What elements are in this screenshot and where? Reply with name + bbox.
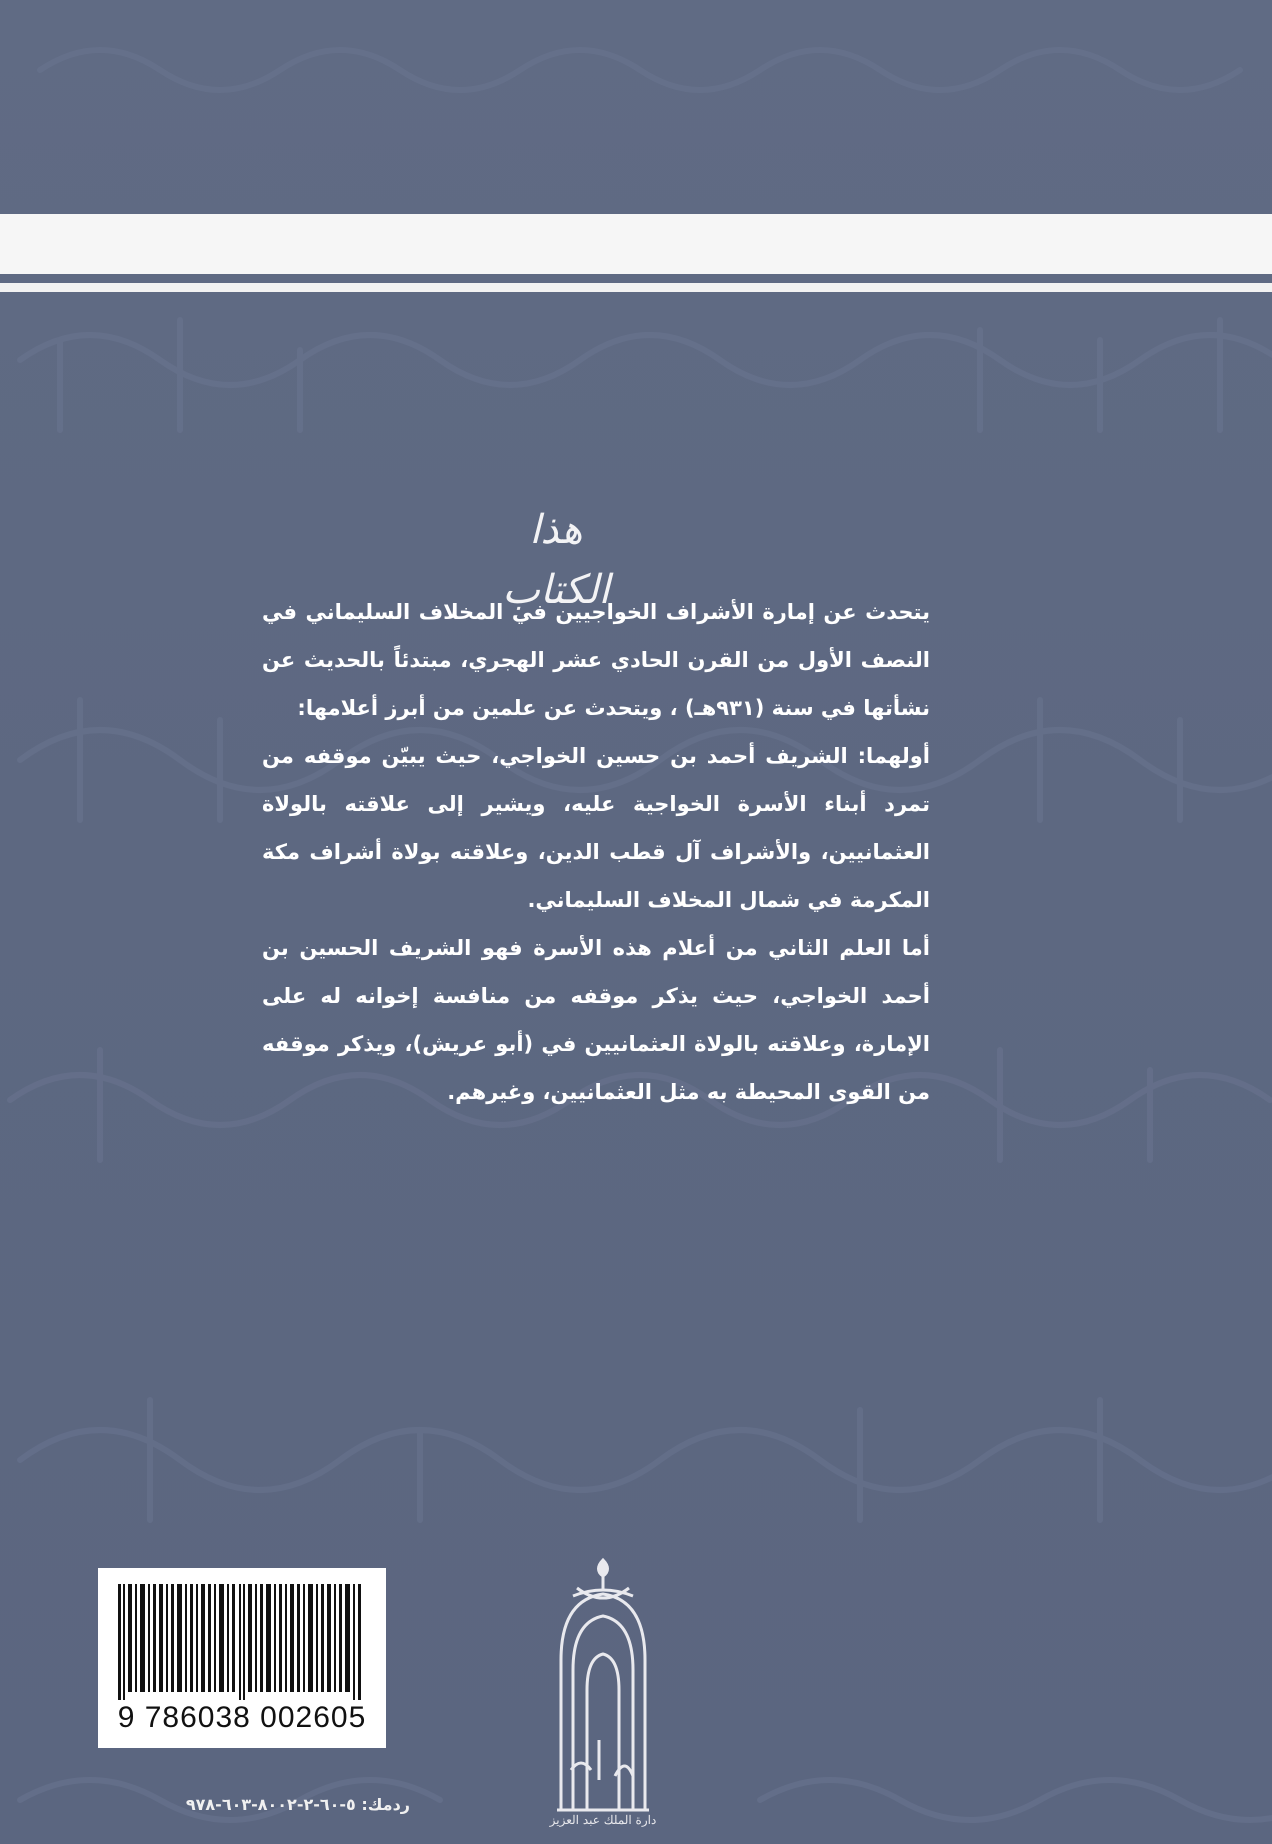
blurb-paragraph-2: أولهما: الشريف أحمد بن حسين الخواجي، حيث يبيّن موقفه من تمرد أبناء الأسرة الخواجية عليه، ويشير إلى علاقته بالولاة العثمانيين، والأشراف آل قطب الدين، وعلاقته بولاة أشراف مكة المكرمة في شمال المخلاف السليماني. bbox=[262, 744, 930, 912]
logo-caption: دارة الملك عبد العزيز bbox=[549, 1813, 657, 1827]
top-white-band bbox=[0, 214, 1272, 274]
top-thin-band bbox=[0, 283, 1272, 292]
heading-calligraphy: هذا الكتاب bbox=[502, 507, 610, 613]
blurb-text bbox=[262, 588, 930, 1116]
blurb-paragraph-1: يتحدث عن إمارة الأشراف الخواجيين في المخلاف السليماني في النصف الأول من القرن الحادي عشر الهجري، مبتدئاً بالحديث عن نشأتها في سنة (٩٣١هـ) ، ويتحدث عن علمين من أبرز أعلامها: bbox=[262, 600, 930, 720]
barcode bbox=[98, 1568, 386, 1748]
blurb-paragraph-3: أما العلم الثاني من أعلام هذه الأسرة فهو الشريف الحسين بن أحمد الخواجي، حيث يذكر موقفه من منافسة إخوانه له على الإمارة، وعلاقته بالولاة العثمانيين في (أبو عريش)، ويذكر موقفه من القوى المحيطة به مثل العثمانيين، وغيرهم. bbox=[262, 936, 930, 1104]
barcode-number: 9 786038 002605 bbox=[117, 1701, 367, 1734]
isbn-line: ردمك: ٥-٦٠-٢-٨٠٠٢-٦٠٣-٩٧٨ bbox=[185, 1795, 410, 1814]
barcode-icon bbox=[100, 1570, 384, 1700]
darah-logo-icon bbox=[543, 1540, 663, 1830]
